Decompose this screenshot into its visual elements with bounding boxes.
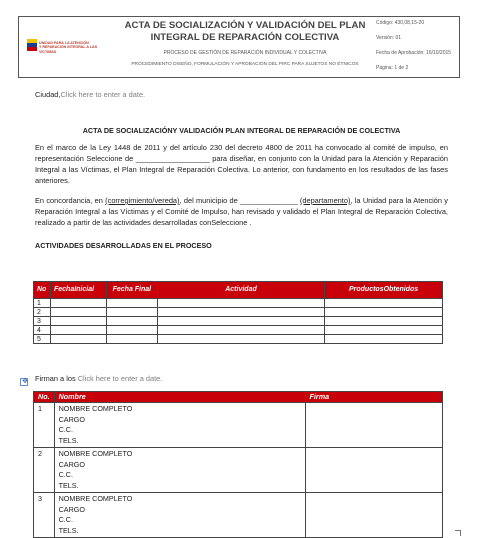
paragraph-2-text-c: , la Unidad para la Atención y Reparación Integral a las Víctimas y el Comité de Impulso, han revisado y validado el Plan Integral de Reparación Colectiva, realizado a partir de las actividades desarrolladas con — [35, 196, 449, 227]
document-title: ACTA DE SOCIALIZACIÓNY VALIDACIÓN PLAN INTEGRAL DE REPARACIÓN DE COLECTIVA — [82, 126, 401, 135]
logo-text-line1: UNIDAD PARA LA ATENCIÓN — [39, 41, 89, 45]
city-label: Ciudad, — [35, 90, 61, 99]
logo-text-line2: Y REPARACIÓN INTEGRAL A LAS VÍCTIMAS — [39, 45, 98, 54]
table-cell[interactable] — [106, 335, 157, 344]
signer-tels: TELS. — [58, 525, 79, 535]
signer-cargo: CARGO — [58, 414, 85, 424]
signer-cargo: CARGO — [58, 504, 85, 514]
row-number: 3 — [34, 493, 55, 538]
signer-name: NOMBRE COMPLETO — [58, 404, 133, 413]
signatures-intro — [35, 373, 162, 384]
signature-cell[interactable] — [305, 448, 442, 493]
table-cell[interactable] — [157, 326, 324, 335]
activities-header-row — [34, 282, 443, 299]
header-approval-date: Fecha de Aprobación: 16/10/2015 — [376, 50, 452, 56]
signatures-col-firma: Firma — [305, 392, 442, 403]
paragraph-1 — [35, 142, 448, 186]
table-row — [34, 448, 443, 493]
table-row — [34, 299, 443, 308]
signer-cargo: CARGO — [58, 459, 85, 469]
paragraph-2-departamento: (departamento) — [299, 196, 351, 205]
table-row — [34, 335, 443, 344]
table-cell[interactable] — [325, 326, 443, 335]
row-number: 1 — [34, 403, 55, 448]
activities-col-fecha-final: Fecha Final — [106, 282, 157, 299]
signatures-col-no: No. — [34, 392, 55, 403]
table-cell[interactable] — [106, 326, 157, 335]
table-row — [34, 326, 443, 335]
paragraph-2 — [35, 195, 448, 228]
activities-col-fecha-inicial: FechaInicial — [50, 282, 106, 299]
signer-tels: TELS. — [58, 435, 79, 445]
signer-info[interactable] — [54, 493, 305, 538]
table-cell[interactable] — [325, 308, 443, 317]
row-number: 4 — [34, 326, 51, 335]
signature-cell[interactable] — [305, 493, 442, 538]
table-cell[interactable] — [157, 335, 324, 344]
signer-name: NOMBRE COMPLETO — [58, 449, 133, 458]
table-row — [34, 493, 443, 538]
paragraph-2-text-d: . — [247, 218, 252, 227]
row-number: 2 — [34, 448, 55, 493]
logo-cell — [19, 17, 117, 77]
table-cell[interactable] — [325, 299, 443, 308]
city-date-placeholder[interactable]: Click here to enter a date. — [60, 90, 146, 99]
row-number: 2 — [34, 308, 51, 317]
paragraph-2-select[interactable]: Seleccione — [211, 218, 248, 227]
signature-cell[interactable] — [305, 403, 442, 448]
signer-cc: C.C. — [58, 425, 73, 434]
signer-info[interactable] — [54, 448, 305, 493]
header-title: ACTA DE SOCIALIZACIÓN Y VALIDACIÓN DEL PLAN INTEGRAL DE REPARACIÓN COLECTIVA — [124, 20, 366, 43]
signer-info[interactable] — [54, 403, 305, 448]
activities-col-actividad: Actividad — [157, 282, 324, 299]
activities-col-no: No — [34, 282, 51, 299]
table-cell[interactable] — [157, 299, 324, 308]
paragraph-1-text-b: __________________ para diseñar, en conjunto con la Unidad para la Atención y Reparación Integral a las Víctimas, el Plan Integral de Reparación Colectiva. Lo anterior, con fundamento en los resultados de las fases anteriores. — [35, 154, 448, 185]
header-page-number: Página: 1 de 2 — [376, 65, 409, 71]
row-number: 5 — [34, 335, 51, 344]
row-number: 3 — [34, 317, 51, 326]
header-procedure: PROCEDIMIENTO DISEÑO, FORMULACIÓN Y APROBACIÓN DEL PIRC PARA SUJETOS NO ÉTNICOS — [131, 62, 359, 67]
table-row — [34, 308, 443, 317]
table-row — [34, 317, 443, 326]
activities-col-productos: ProductosObtenidos — [325, 282, 443, 299]
signer-cc: C.C. — [58, 470, 73, 479]
paragraph-2-text-b: , del municipio de ______________ — [179, 196, 300, 205]
activities-heading: ACTIVIDADES DESARROLLADAS EN EL PROCESO — [35, 241, 212, 250]
header-code: Código: 430,08,15-20 — [376, 20, 425, 26]
table-row — [34, 403, 443, 448]
activities-table — [33, 281, 443, 344]
document-header-table — [18, 16, 460, 78]
move-arrows-icon[interactable]: ✥ — [20, 378, 28, 386]
table-cell[interactable] — [106, 299, 157, 308]
logo-text — [39, 41, 115, 54]
header-version: Versión: 01 — [376, 35, 402, 41]
signatures-date-placeholder[interactable]: Click here to enter a date. — [77, 374, 163, 383]
signatures-intro-label: Firman a los — [35, 374, 78, 383]
table-cell[interactable] — [50, 335, 106, 344]
signer-name: NOMBRE COMPLETO — [58, 494, 133, 503]
colombia-shield-icon — [27, 39, 37, 51]
paragraph-2-corregimiento: (corregimiento/vereda) — [105, 196, 180, 205]
signer-tels: TELS. — [58, 480, 79, 490]
table-cell[interactable] — [325, 335, 443, 344]
signatures-table — [33, 391, 443, 538]
page-corner-mark — [455, 530, 461, 536]
table-cell[interactable] — [157, 308, 324, 317]
table-cell[interactable] — [50, 308, 106, 317]
signatures-header-row — [34, 392, 443, 403]
header-process: PROCESO DE GESTIÓN DE REPARACIÓN INDIVIDUAL Y COLECTIVA — [163, 50, 327, 56]
paragraph-1-select[interactable]: Seleccione de — [86, 154, 134, 163]
city-line — [35, 89, 145, 100]
table-cell[interactable] — [106, 317, 157, 326]
signatures-col-nombre: Nombre — [54, 392, 305, 403]
paragraph-1-text-a: En el marco de la Ley 1448 de 2011 y del artículo 230 del decreto 4800 de 2011 ha convocado al comité de impulso, en representación — [35, 143, 448, 163]
table-cell[interactable] — [157, 317, 324, 326]
table-cell[interactable] — [50, 326, 106, 335]
table-cell[interactable] — [50, 299, 106, 308]
row-number: 1 — [34, 299, 51, 308]
table-cell[interactable] — [325, 317, 443, 326]
table-cell[interactable] — [106, 308, 157, 317]
table-cell[interactable] — [50, 317, 106, 326]
paragraph-2-text-a: En concordancia, en — [35, 196, 106, 205]
signer-cc: C.C. — [58, 515, 73, 524]
